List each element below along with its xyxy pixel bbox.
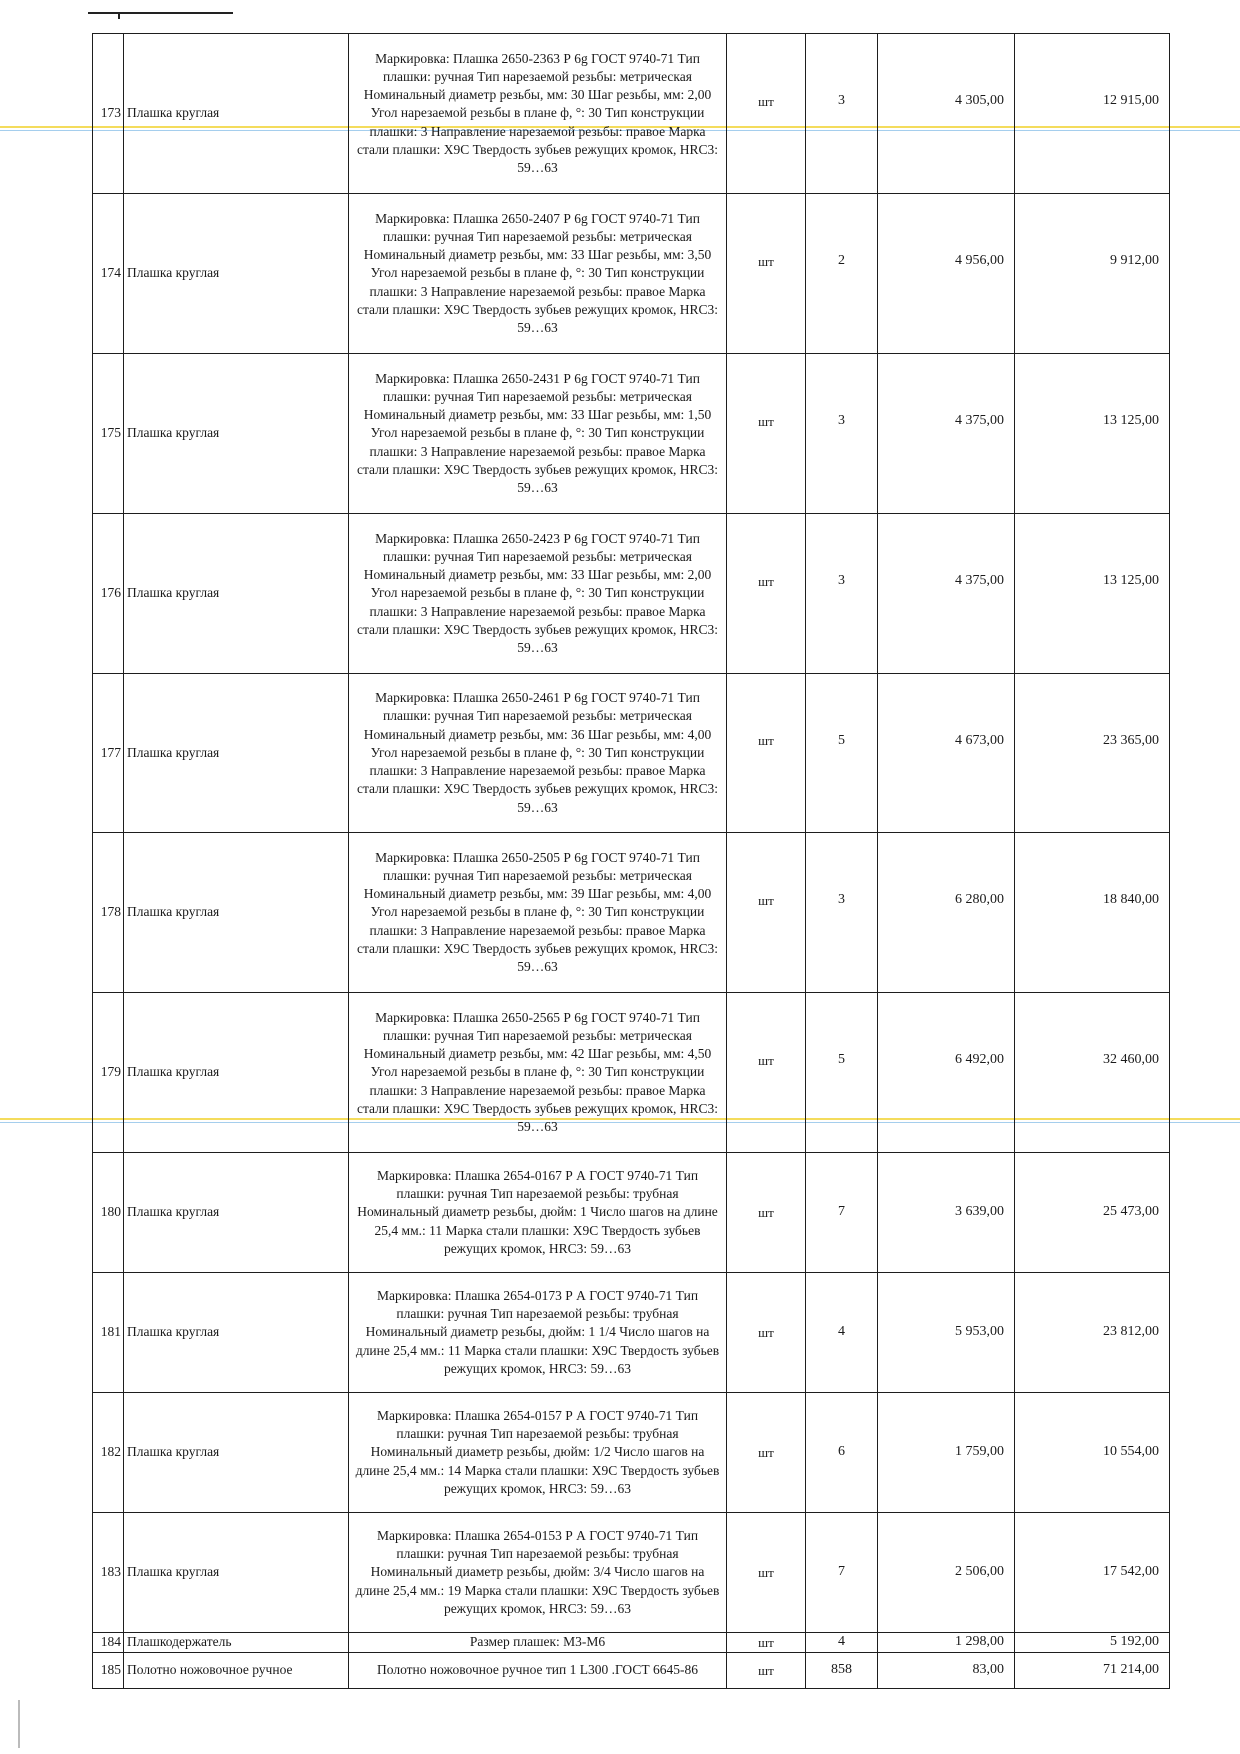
item-description: Маркировка: Плашка 2650-2565 Р 6g ГОСТ 9740-71 Тип плашки: ручная Тип нарезаемой резьбы: метрическая Номинальный диаметр резьбы, мм: 42 Шаг резьбы, мм: 4,50 Угол нарезаемой резьбы в плане ф, °: 30 Тип конструкции плашки: 3 Направление нарезаемой резьбы: правое Марка стали плашки: Х9С Твердость зубьев режущих кромок, HRC3: 59…63	[349, 993, 727, 1153]
item-description: Маркировка: Плашка 2650-2363 Р 6g ГОСТ 9740-71 Тип плашки: ручная Тип нарезаемой резьбы: метрическая Номинальный диаметр резьбы, мм: 30 Шаг резьбы, мм: 2,00 Угол нарезаемой резьбы в плане ф, °: 30 Тип конструкции плашки: 3 Направление нарезаемой резьбы: правое Марка стали плашки: Х9С Твердость зубьев режущих кромок, HRC3: 59…63	[349, 34, 727, 194]
item-name: Плашка круглая	[124, 674, 349, 833]
row-number: 179	[93, 993, 124, 1153]
item-name: Полотно ножовочное ручное	[124, 1653, 349, 1689]
item-description: Маркировка: Плашка 2654-0157 Р А ГОСТ 9740-71 Тип плашки: ручная Тип нарезаемой резьбы: трубная Номинальный диаметр резьбы, дюйм: 1/2 Число шагов на длине 25,4 мм.: 14 Марка стали плашки: Х9С Твердость зубьев режущих кромок, HRC3: 59…63	[349, 1393, 727, 1513]
goods-table	[92, 33, 1170, 1689]
item-unit: шт	[727, 1153, 806, 1273]
row-number: 185	[93, 1653, 124, 1689]
item-name: Плашка круглая	[124, 1273, 349, 1393]
item-quantity: 3	[806, 354, 878, 514]
item-sum: 23 365,00	[1015, 674, 1170, 833]
item-price: 1 759,00	[878, 1393, 1015, 1513]
item-sum: 9 912,00	[1015, 194, 1170, 354]
item-price: 6 492,00	[878, 993, 1015, 1153]
table-row	[93, 34, 1170, 194]
item-price: 4 305,00	[878, 34, 1015, 194]
item-price: 4 375,00	[878, 514, 1015, 674]
item-description: Маркировка: Плашка 2654-0167 Р А ГОСТ 9740-71 Тип плашки: ручная Тип нарезаемой резьбы: трубная Номинальный диаметр резьбы, дюйм: 1 Число шагов на длине 25,4 мм.: 11 Марка стали плашки: Х9С Твердость зубьев режущих кромок, HRC3: 59…63	[349, 1153, 727, 1273]
item-quantity: 4	[806, 1273, 878, 1393]
item-name: Плашка круглая	[124, 1153, 349, 1273]
item-name: Плашка круглая	[124, 34, 349, 194]
table-row	[93, 1273, 1170, 1393]
item-description: Маркировка: Плашка 2650-2407 Р 6g ГОСТ 9740-71 Тип плашки: ручная Тип нарезаемой резьбы: метрическая Номинальный диаметр резьбы, мм: 33 Шаг резьбы, мм: 3,50 Угол нарезаемой резьбы в плане ф, °: 30 Тип конструкции плашки: 3 Направление нарезаемой резьбы: правое Марка стали плашки: Х9С Твердость зубьев режущих кромок, HRC3: 59…63	[349, 194, 727, 354]
table-row	[93, 1393, 1170, 1513]
item-sum: 13 125,00	[1015, 514, 1170, 674]
table-row	[93, 1653, 1170, 1689]
item-sum: 18 840,00	[1015, 833, 1170, 993]
item-unit: шт	[727, 1513, 806, 1633]
item-unit: шт	[727, 194, 806, 354]
item-quantity: 4	[806, 1633, 878, 1653]
item-quantity: 858	[806, 1653, 878, 1689]
item-price: 2 506,00	[878, 1513, 1015, 1633]
table-row	[93, 1633, 1170, 1653]
item-description: Маркировка: Плашка 2654-0173 Р А ГОСТ 9740-71 Тип плашки: ручная Тип нарезаемой резьбы: трубная Номинальный диаметр резьбы, дюйм: 1 1/4 Число шагов на длине 25,4 мм.: 11 Марка стали плашки: Х9С Твердость зубьев режущих кромок, HRC3: 59…63	[349, 1273, 727, 1393]
row-number: 175	[93, 354, 124, 514]
item-description: Маркировка: Плашка 2650-2505 Р 6g ГОСТ 9740-71 Тип плашки: ручная Тип нарезаемой резьбы: метрическая Номинальный диаметр резьбы, мм: 39 Шаг резьбы, мм: 4,00 Угол нарезаемой резьбы в плане ф, °: 30 Тип конструкции плашки: 3 Направление нарезаемой резьбы: правое Марка стали плашки: Х9С Твердость зубьев режущих кромок, HRC3: 59…63	[349, 833, 727, 993]
item-description: Маркировка: Плашка 2654-0153 Р А ГОСТ 9740-71 Тип плашки: ручная Тип нарезаемой резьбы: трубная Номинальный диаметр резьбы, дюйм: 3/4 Число шагов на длине 25,4 мм.: 19 Марка стали плашки: Х9С Твердость зубьев режущих кромок, HRC3: 59…63	[349, 1513, 727, 1633]
row-number: 182	[93, 1393, 124, 1513]
item-sum: 12 915,00	[1015, 34, 1170, 194]
row-number: 177	[93, 674, 124, 833]
item-description: Маркировка: Плашка 2650-2423 Р 6g ГОСТ 9740-71 Тип плашки: ручная Тип нарезаемой резьбы: метрическая Номинальный диаметр резьбы, мм: 33 Шаг резьбы, мм: 2,00 Угол нарезаемой резьбы в плане ф, °: 30 Тип конструкции плашки: 3 Направление нарезаемой резьбы: правое Марка стали плашки: Х9С Твердость зубьев режущих кромок, HRC3: 59…63	[349, 514, 727, 674]
item-quantity: 3	[806, 833, 878, 993]
item-quantity: 7	[806, 1513, 878, 1633]
item-unit: шт	[727, 1393, 806, 1513]
item-quantity: 3	[806, 514, 878, 674]
item-name: Плашка круглая	[124, 1513, 349, 1633]
item-name: Плашка круглая	[124, 354, 349, 514]
scan-artifact-line	[18, 1700, 20, 1748]
item-description: Полотно ножовочное ручное тип 1 L300 .ГОСТ 6645-86	[349, 1653, 727, 1689]
item-unit: шт	[727, 1653, 806, 1689]
scan-corner-mark	[88, 12, 233, 14]
item-description: Размер плашек: М3-М6	[349, 1633, 727, 1653]
item-unit: шт	[727, 34, 806, 194]
item-name: Плашка круглая	[124, 194, 349, 354]
item-price: 4 673,00	[878, 674, 1015, 833]
item-name: Плашка круглая	[124, 1393, 349, 1513]
table-row	[93, 993, 1170, 1153]
item-description: Маркировка: Плашка 2650-2431 Р 6g ГОСТ 9740-71 Тип плашки: ручная Тип нарезаемой резьбы: метрическая Номинальный диаметр резьбы, мм: 33 Шаг резьбы, мм: 1,50 Угол нарезаемой резьбы в плане ф, °: 30 Тип конструкции плашки: 3 Направление нарезаемой резьбы: правое Марка стали плашки: Х9С Твердость зубьев режущих кромок, HRC3: 59…63	[349, 354, 727, 514]
item-price: 6 280,00	[878, 833, 1015, 993]
item-sum: 25 473,00	[1015, 1153, 1170, 1273]
item-price: 83,00	[878, 1653, 1015, 1689]
item-unit: шт	[727, 354, 806, 514]
item-description: Маркировка: Плашка 2650-2461 Р 6g ГОСТ 9740-71 Тип плашки: ручная Тип нарезаемой резьбы: метрическая Номинальный диаметр резьбы, мм: 36 Шаг резьбы, мм: 4,00 Угол нарезаемой резьбы в плане ф, °: 30 Тип конструкции плашки: 3 Направление нарезаемой резьбы: правое Марка стали плашки: Х9С Твердость зубьев режущих кромок, HRC3: 59…63	[349, 674, 727, 833]
item-unit: шт	[727, 833, 806, 993]
item-quantity: 5	[806, 674, 878, 833]
item-sum: 5 192,00	[1015, 1633, 1170, 1653]
item-price: 3 639,00	[878, 1153, 1015, 1273]
row-number: 178	[93, 833, 124, 993]
row-number: 180	[93, 1153, 124, 1273]
table-row	[93, 1153, 1170, 1273]
item-quantity: 5	[806, 993, 878, 1153]
item-unit: шт	[727, 674, 806, 833]
item-price: 4 956,00	[878, 194, 1015, 354]
table-row	[93, 354, 1170, 514]
item-sum: 13 125,00	[1015, 354, 1170, 514]
item-sum: 71 214,00	[1015, 1653, 1170, 1689]
item-sum: 32 460,00	[1015, 993, 1170, 1153]
item-name: Плашка круглая	[124, 993, 349, 1153]
item-quantity: 7	[806, 1153, 878, 1273]
row-number: 174	[93, 194, 124, 354]
table-row	[93, 674, 1170, 833]
item-quantity: 2	[806, 194, 878, 354]
item-unit: шт	[727, 1633, 806, 1653]
item-unit: шт	[727, 514, 806, 674]
item-name: Плашка круглая	[124, 514, 349, 674]
row-number: 181	[93, 1273, 124, 1393]
item-sum: 17 542,00	[1015, 1513, 1170, 1633]
row-number: 173	[93, 34, 124, 194]
item-price: 4 375,00	[878, 354, 1015, 514]
item-quantity: 6	[806, 1393, 878, 1513]
row-number: 183	[93, 1513, 124, 1633]
item-unit: шт	[727, 993, 806, 1153]
table-row	[93, 1513, 1170, 1633]
item-unit: шт	[727, 1273, 806, 1393]
item-price: 5 953,00	[878, 1273, 1015, 1393]
table-row	[93, 833, 1170, 993]
item-name: Плашка круглая	[124, 833, 349, 993]
item-sum: 23 812,00	[1015, 1273, 1170, 1393]
table-row	[93, 194, 1170, 354]
item-name: Плашкодержатель	[124, 1633, 349, 1653]
item-quantity: 3	[806, 34, 878, 194]
item-price: 1 298,00	[878, 1633, 1015, 1653]
row-number: 184	[93, 1633, 124, 1653]
item-sum: 10 554,00	[1015, 1393, 1170, 1513]
table-row	[93, 514, 1170, 674]
row-number: 176	[93, 514, 124, 674]
